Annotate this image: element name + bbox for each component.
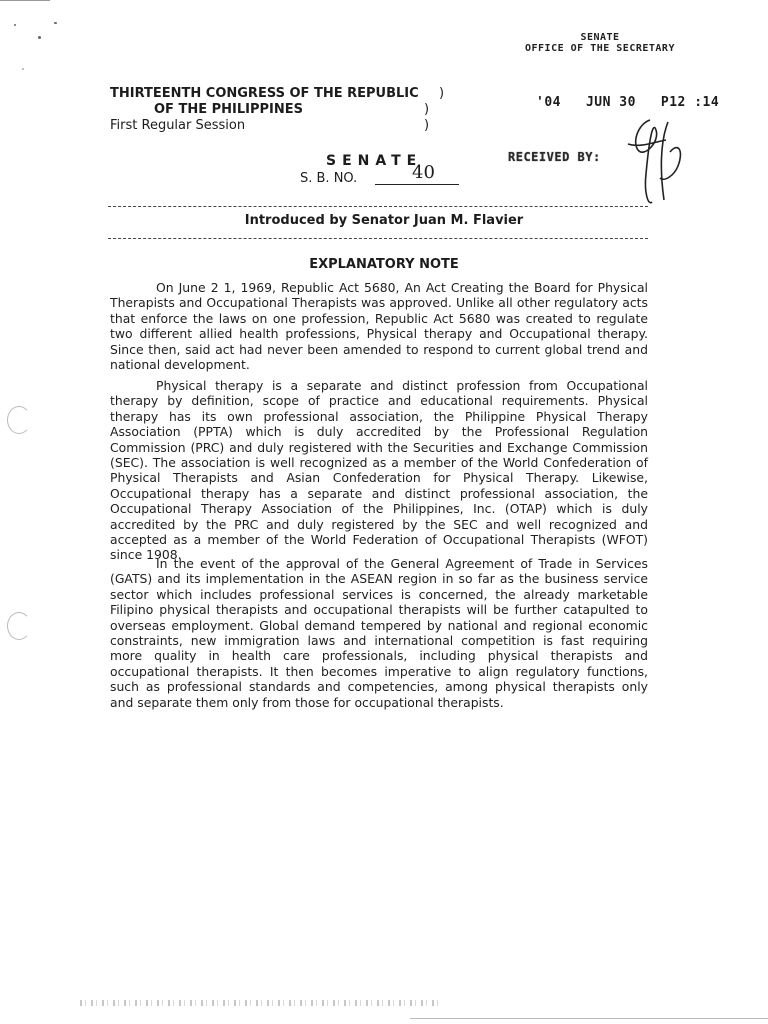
signature xyxy=(608,112,688,212)
scan-speck xyxy=(14,24,16,26)
punch-hole xyxy=(7,406,31,434)
scan-speck xyxy=(38,36,41,39)
stamp-datetime: '04 JUN 30 P12 :14 xyxy=(536,95,720,110)
paren-2: ) xyxy=(424,102,430,117)
paren-3: ) xyxy=(424,118,430,133)
punch-hole xyxy=(7,612,31,640)
bill-number-label: S. B. NO. xyxy=(300,171,358,186)
scan-noise xyxy=(80,1000,440,1006)
explanatory-note-title: EXPLANATORY NOTE xyxy=(309,257,459,272)
paragraph-1: On June 2 1, 1969, Republic Act 5680, An Act Creating the Board for Physical Therapists and Occupational Therapists was approved. Unlike all other regulatory acts that enforce the laws on one profession, Republic Act 5680 was created to regulate two different allied health professions, Physical therapy and Occupational therapy. Since then, said act had never been amended to respond to current global trend and national development. xyxy=(110,280,648,373)
scan-edge-line xyxy=(0,0,50,1)
session-label: First Regular Session xyxy=(110,118,246,133)
stamp-senate: SENATE xyxy=(580,32,620,43)
scan-edge-line xyxy=(410,1018,768,1019)
bill-number: 40 xyxy=(412,162,435,183)
paragraph-3: In the event of the approval of the General Agreement of Trade in Services (GATS) and its implementation in the ASEAN region in so far as the business service sector which includes professional services is concerned, the already marketable Filipino physical therapists and occupational therapists will be further catapulted to overseas employment. Global demand tempered by national and regional economic constraints, new immigration laws and international competition is fast requiring more quality in health care professionals, including physical therapists and occupational therapists. It then becomes imperative to align regulatory functions, such as professional standards and competencies, among physical therapists only and separate them only from those for occupational therapists. xyxy=(110,556,648,710)
congress-line-1: THIRTEENTH CONGRESS OF THE REPUBLIC xyxy=(110,86,419,101)
divider-bottom xyxy=(108,238,648,239)
chamber-label: SENATE xyxy=(326,153,423,169)
paren-1: ) xyxy=(439,86,445,101)
divider-top xyxy=(108,206,648,207)
stamp-received-by: RECEIVED BY: xyxy=(508,150,601,164)
stamp-office: OFFICE OF THE SECRETARY xyxy=(525,43,675,54)
scan-speck xyxy=(22,68,24,70)
introduced-by: Introduced by Senator Juan M. Flavier xyxy=(244,213,524,228)
congress-line-2: OF THE PHILIPPINES xyxy=(154,102,303,117)
paragraph-2: Physical therapy is a separate and distinct profession from Occupational therapy by definition, scope of practice and educational requirements. Physical therapy has its own professional association, the Philippine Physical Therapy Association (PPTA) which is duly accredited by the Professional Regulation Commission (PRC) and duly registered with the Securities and Exchange Commission (SEC). The association is well recognized as a member of the World Confederation of Physical Therapists and Asian Confederation for Physical Therapy. Likewise, Occupational therapy has a separate and distinct professional association, the Occupational Therapy Association of the Philippines, Inc. (OTAP) which is duly accredited by the PRC and duly registered by the SEC and well recognized and accepted as a member of the World Federation of Occupational Therapists (WFOT) since 1908. xyxy=(110,378,648,563)
bill-number-underline xyxy=(375,184,459,185)
scan-speck xyxy=(54,22,57,24)
senate-stamp xyxy=(505,32,695,54)
